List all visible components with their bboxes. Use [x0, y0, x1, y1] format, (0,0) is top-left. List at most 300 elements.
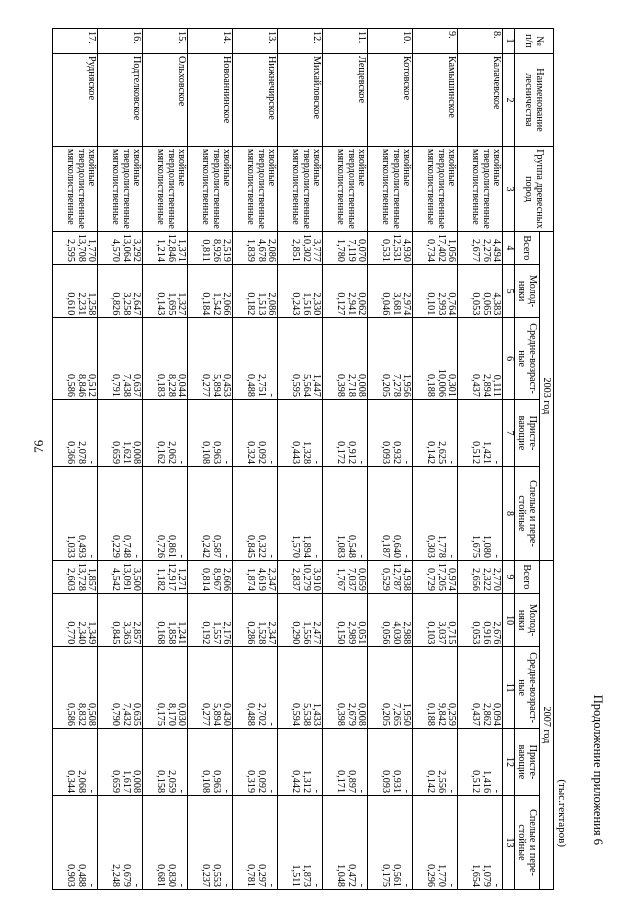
value: 0,586 — [65, 703, 77, 726]
value: 1,857 — [86, 568, 97, 591]
value: 2,941 — [345, 292, 357, 316]
value: 0,814 — [200, 568, 212, 591]
value: 0,488 — [75, 864, 87, 887]
value: 4,570 — [110, 238, 122, 262]
value: 0,790 — [110, 703, 122, 726]
value-cell — [233, 231, 278, 264]
value: 0,277 — [200, 703, 212, 726]
value-cell — [458, 647, 503, 729]
tree-group-label: хвойные — [221, 149, 232, 187]
value-cell — [368, 467, 413, 561]
value: - — [491, 554, 502, 558]
value: 3,037 — [435, 621, 447, 645]
value: 2,477 — [311, 621, 322, 645]
tree-groups — [233, 147, 278, 232]
value: 0,512 — [86, 374, 97, 397]
value-cell — [458, 560, 503, 593]
value: 1,528 — [255, 621, 267, 645]
value-cell — [323, 728, 368, 795]
tree-group-label: твердолиственные — [75, 149, 87, 229]
value: 2,894 — [480, 374, 492, 397]
value: 1,349 — [86, 621, 97, 645]
value-cell — [188, 560, 233, 593]
value: 0,437 — [470, 374, 482, 397]
value-cell — [53, 647, 98, 729]
value-cell — [143, 399, 188, 466]
value-cell — [188, 399, 233, 466]
value-cell — [458, 399, 503, 466]
value: 0,053 — [470, 621, 482, 645]
value: 1,767 — [335, 568, 347, 591]
tree-group-label: хвойные — [401, 149, 412, 187]
value: 2,751 — [255, 374, 267, 397]
value: - — [491, 883, 502, 887]
value: 0,764 — [446, 292, 457, 316]
value: 0,093 — [380, 441, 392, 465]
value: 0,472 — [345, 864, 357, 887]
value: 1,956 — [401, 374, 412, 397]
value: 2,322 — [480, 568, 492, 591]
value: 3,363 — [120, 621, 132, 645]
value: 0,715 — [446, 621, 457, 645]
value-cell — [413, 728, 458, 795]
value: 0,044 — [176, 374, 187, 397]
header-year-2003: 2003 год — [540, 231, 554, 560]
value-cell — [53, 593, 98, 646]
value: 0,103 — [425, 621, 437, 645]
value: 0,344 — [65, 770, 77, 794]
value: 1,542 — [210, 292, 222, 316]
value: 0,046 — [380, 292, 392, 316]
value: 1,421 — [480, 441, 492, 465]
value: 0,192 — [200, 621, 212, 645]
value: 0,171 — [335, 770, 347, 794]
value-cell — [323, 264, 368, 317]
value: 2,276 — [480, 238, 492, 262]
value: 0,635 — [131, 703, 142, 726]
tree-group-label: твердолиственные — [345, 149, 357, 229]
value: 0,188 — [425, 703, 437, 726]
value: 0,748 — [120, 534, 132, 558]
value: 2,330 — [311, 292, 322, 316]
value: 2,837 — [290, 568, 302, 591]
value: 0,861 — [165, 534, 177, 558]
value-cell — [413, 264, 458, 317]
value-cell — [368, 796, 413, 890]
row-number: 9. — [413, 29, 458, 54]
value-cell — [278, 728, 323, 795]
column-number: 6 — [503, 318, 515, 400]
value: 0,398 — [335, 703, 347, 726]
value: 1,079 — [480, 864, 492, 887]
tree-groups — [278, 147, 323, 232]
forestry-name: Рудняское — [53, 54, 98, 147]
value: 2,851 — [290, 238, 302, 262]
value: 0,188 — [425, 374, 437, 397]
value: - — [356, 883, 367, 887]
value: 0,594 — [290, 703, 302, 726]
value: 2,086 — [266, 238, 277, 262]
value-cell — [323, 796, 368, 890]
value: 0,830 — [165, 864, 177, 887]
value-cell — [458, 796, 503, 890]
tree-groups — [53, 147, 98, 232]
row-number: 10. — [368, 29, 413, 54]
value-cell — [458, 264, 503, 317]
value: 1,056 — [446, 238, 457, 262]
table-row — [458, 29, 503, 890]
tree-group-label: твердолиственные — [255, 149, 267, 229]
value: 0,791 — [110, 374, 122, 397]
row-number: 13. — [233, 29, 278, 54]
value: 3,910 — [311, 568, 322, 591]
value: 4,542 — [110, 568, 122, 591]
value: 1,695 — [165, 292, 177, 316]
value: 1,312 — [300, 770, 312, 794]
forestry-name: Михайловское — [278, 54, 323, 147]
value: 0,587 — [210, 534, 222, 558]
value: 0,297 — [255, 864, 267, 887]
value: 4,678 — [255, 238, 267, 262]
value-cell — [188, 467, 233, 561]
value: 1,447 — [311, 374, 322, 397]
value: - — [491, 460, 502, 465]
value-cell — [278, 593, 323, 646]
value-cell — [143, 728, 188, 795]
value: 0,172 — [335, 441, 347, 465]
value-cell — [278, 318, 323, 400]
value: 1,894 — [300, 534, 312, 558]
value: 0,586 — [65, 374, 77, 397]
value: 2,770 — [491, 568, 502, 591]
value: 0,070 — [356, 238, 367, 262]
value: 0,963 — [210, 441, 222, 465]
value: - — [131, 883, 142, 887]
tree-group-label: твердолиственные — [390, 149, 402, 229]
value: 0,974 — [446, 568, 457, 591]
value: 2,857 — [131, 621, 142, 645]
value: 5,564 — [300, 374, 312, 397]
value-cell — [413, 560, 458, 593]
value: 2,176 — [221, 621, 232, 645]
value: 12,846 — [165, 233, 177, 262]
value-cell — [98, 467, 143, 561]
value: 0,277 — [200, 374, 212, 397]
value: 0,301 — [446, 374, 457, 397]
header-middle-2003: Средне-возраст-ные — [515, 318, 540, 400]
row-number: 15. — [143, 29, 188, 54]
value: 3,777 — [311, 238, 322, 262]
value: 2,059 — [165, 770, 177, 794]
value: - — [131, 554, 142, 558]
value: - — [311, 883, 322, 887]
value: - — [311, 789, 322, 794]
value: 0,916 — [480, 621, 492, 645]
forestry-name: Котовское — [368, 54, 413, 147]
header-total-2007: Всего — [515, 560, 540, 593]
value: 2,702 — [255, 703, 267, 726]
value-cell — [188, 796, 233, 890]
value: 0,127 — [335, 292, 347, 316]
value-cell — [458, 318, 503, 400]
continuation-title: Продолжение приложения 6 — [591, 694, 605, 845]
value-cell — [368, 264, 413, 317]
value: - — [266, 554, 277, 558]
forestry-name: Новоаннинское — [188, 54, 233, 147]
value-cell — [278, 399, 323, 466]
value: 10,302 — [300, 233, 312, 262]
value-cell — [143, 647, 188, 729]
value: 0,512 — [470, 441, 482, 465]
value-cell — [98, 796, 143, 890]
value: 2,066 — [221, 292, 232, 316]
value: - — [401, 554, 412, 558]
value-cell — [368, 647, 413, 729]
value: 2,078 — [75, 441, 87, 465]
value: 0,053 — [470, 292, 482, 316]
value: 1,780 — [335, 238, 347, 262]
value: 0,142 — [425, 441, 437, 465]
tree-group-label: мягколиственные — [335, 149, 347, 225]
value: 0,108 — [200, 770, 212, 794]
tree-group-label: твердолиственные — [210, 149, 222, 229]
value: 0,296 — [425, 864, 437, 887]
value-cell — [143, 318, 188, 400]
value: 12,531 — [390, 233, 402, 262]
header-no: № п/п — [515, 29, 554, 54]
value-cell — [368, 318, 413, 400]
header-mature-2003: Спелые и пере-стойные — [515, 467, 540, 561]
value-cell — [233, 647, 278, 729]
value-cell — [278, 231, 323, 264]
value: 0,659 — [110, 441, 122, 465]
value: 0,108 — [200, 441, 212, 465]
value: 7,432 — [120, 703, 132, 726]
value: 5,894 — [210, 374, 222, 397]
tree-group-label: твердолиственные — [435, 149, 447, 229]
value: 0,826 — [110, 292, 122, 316]
value-cell — [368, 728, 413, 795]
value: 8,846 — [75, 374, 87, 397]
value: 7,278 — [390, 374, 402, 397]
value: 2,231 — [75, 292, 87, 316]
value: 2,086 — [266, 292, 277, 316]
tree-group-label: мягколиственные — [65, 149, 77, 225]
value: 2,974 — [401, 292, 412, 316]
value: 1,327 — [176, 292, 187, 316]
value: 9,842 — [435, 703, 447, 726]
value: 0,237 — [200, 864, 212, 887]
value: 0,508 — [86, 703, 97, 726]
value: 1,570 — [290, 534, 302, 558]
value: 0,143 — [155, 292, 167, 316]
value-cell — [323, 647, 368, 729]
tree-groups — [143, 147, 188, 232]
value-cell — [98, 264, 143, 317]
value: 2,603 — [65, 568, 77, 591]
value-cell — [458, 467, 503, 561]
value: 0,187 — [380, 534, 392, 558]
value: 1,083 — [335, 534, 347, 558]
value: - — [446, 554, 457, 558]
value: 0,781 — [245, 864, 257, 887]
value: 4,930 — [401, 238, 412, 262]
row-number: 8. — [458, 29, 503, 54]
value: 0,679 — [120, 864, 132, 887]
value: 4,494 — [491, 238, 502, 262]
value: - — [401, 460, 412, 465]
value-cell — [323, 399, 368, 466]
table-row — [188, 29, 233, 890]
value: 4,383 — [491, 292, 502, 316]
value: 1,513 — [255, 292, 267, 316]
value: 2,606 — [221, 568, 232, 591]
tree-group-label: мягколиственные — [155, 149, 167, 225]
page-number: 76 — [31, 440, 46, 453]
tree-group-label: хвойные — [491, 149, 502, 187]
value: 13,064 — [120, 233, 132, 262]
value-cell — [323, 593, 368, 646]
tree-group-label: мягколиственные — [470, 149, 482, 225]
tree-group-label: твердолиственные — [165, 149, 177, 229]
value-cell — [233, 796, 278, 890]
value: 0,963 — [210, 770, 222, 794]
value: 0,903 — [65, 864, 77, 887]
value-cell — [323, 467, 368, 561]
value: 2,677 — [470, 238, 482, 262]
value: 2,988 — [401, 621, 412, 645]
value: 1,214 — [155, 238, 167, 262]
value: - — [311, 554, 322, 558]
value: - — [266, 460, 277, 465]
value: - — [401, 883, 412, 887]
forestry-name: Калачевское — [458, 54, 503, 147]
value: 17,205 — [435, 562, 447, 591]
value: 0,529 — [380, 568, 392, 591]
value: 1,371 — [176, 238, 187, 262]
value-cell — [413, 399, 458, 466]
value: 1,433 — [311, 703, 322, 726]
value: - — [221, 460, 232, 465]
value-cell — [98, 318, 143, 400]
value: 8,967 — [210, 568, 222, 591]
column-number: 13 — [503, 796, 515, 890]
value-cell — [413, 647, 458, 729]
value: 0,430 — [221, 703, 232, 726]
value: 0,845 — [245, 534, 257, 558]
value: 12,917 — [165, 562, 177, 591]
tree-group-label: хвойные — [266, 149, 277, 187]
value: 0,051 — [356, 621, 367, 645]
table-row — [413, 29, 458, 890]
value: 0,932 — [390, 441, 402, 465]
value: 0,637 — [131, 374, 142, 397]
value: 2,248 — [110, 864, 122, 887]
value: 0,726 — [155, 534, 167, 558]
column-number: 7 — [503, 399, 515, 466]
value: 1,858 — [165, 621, 177, 645]
value: 1,556 — [300, 621, 312, 645]
forestry-name: Камышинское — [413, 54, 458, 147]
tree-groups — [413, 147, 458, 232]
value-cell — [143, 560, 188, 593]
value-cell — [458, 728, 503, 795]
value-cell — [458, 231, 503, 264]
value: 0,770 — [65, 621, 77, 645]
value: 4,030 — [390, 621, 402, 645]
tree-group-label: мягколиственные — [200, 149, 212, 225]
header-premature-2007: Присте-вающие — [515, 728, 540, 795]
value-cell — [98, 593, 143, 646]
value-cell — [323, 560, 368, 593]
value: - — [491, 789, 502, 794]
value: 1,839 — [245, 238, 257, 262]
value-cell — [368, 231, 413, 264]
forestry-name: Ольховское — [143, 54, 188, 147]
value: 4,619 — [255, 568, 267, 591]
column-number: 4 — [503, 231, 515, 264]
value: 1,778 — [435, 534, 447, 558]
value: 2,595 — [65, 238, 77, 262]
tree-group-label: мягколиственные — [290, 149, 302, 225]
value: - — [446, 460, 457, 465]
value: 0,322 — [255, 534, 267, 558]
table-row — [233, 29, 278, 890]
value-cell — [233, 593, 278, 646]
value: 1,770 — [86, 238, 97, 262]
value: 0,158 — [155, 770, 167, 794]
value: 0,319 — [245, 770, 257, 794]
value: 2,556 — [435, 770, 447, 794]
table-row — [323, 29, 368, 890]
value: - — [446, 789, 457, 794]
value: 0,561 — [390, 864, 402, 887]
column-number: 10 — [503, 593, 515, 646]
value: - — [176, 554, 187, 558]
value: 0,205 — [380, 374, 392, 397]
value-cell — [413, 796, 458, 890]
value-cell — [233, 264, 278, 317]
value: - — [266, 883, 277, 887]
table-row — [278, 29, 323, 890]
value-cell — [368, 560, 413, 593]
value: 0,931 — [390, 770, 402, 794]
tree-group-label: твердолиственные — [480, 149, 492, 229]
value: - — [221, 554, 232, 558]
value-cell — [368, 593, 413, 646]
units-label: (тыс.гектаров) — [556, 779, 568, 847]
tree-groups — [98, 147, 143, 232]
value-cell — [53, 231, 98, 264]
tree-group-label: хвойные — [356, 149, 367, 187]
value: - — [86, 883, 97, 887]
value: 0,324 — [245, 441, 257, 465]
value: 2,347 — [266, 621, 277, 645]
value: 0,092 — [255, 770, 267, 794]
value: 0,008 — [131, 770, 142, 794]
tree-group-label: мягколиственные — [380, 149, 392, 225]
value: 0,183 — [155, 374, 167, 397]
value-cell — [233, 318, 278, 400]
value: 1,080 — [480, 534, 492, 558]
value: 0,094 — [491, 703, 502, 726]
value: - — [356, 789, 367, 794]
value: 2,656 — [470, 568, 482, 591]
value: 0,681 — [155, 864, 167, 887]
value: - — [311, 460, 322, 465]
row-number: 16. — [98, 29, 143, 54]
value-cell — [278, 264, 323, 317]
